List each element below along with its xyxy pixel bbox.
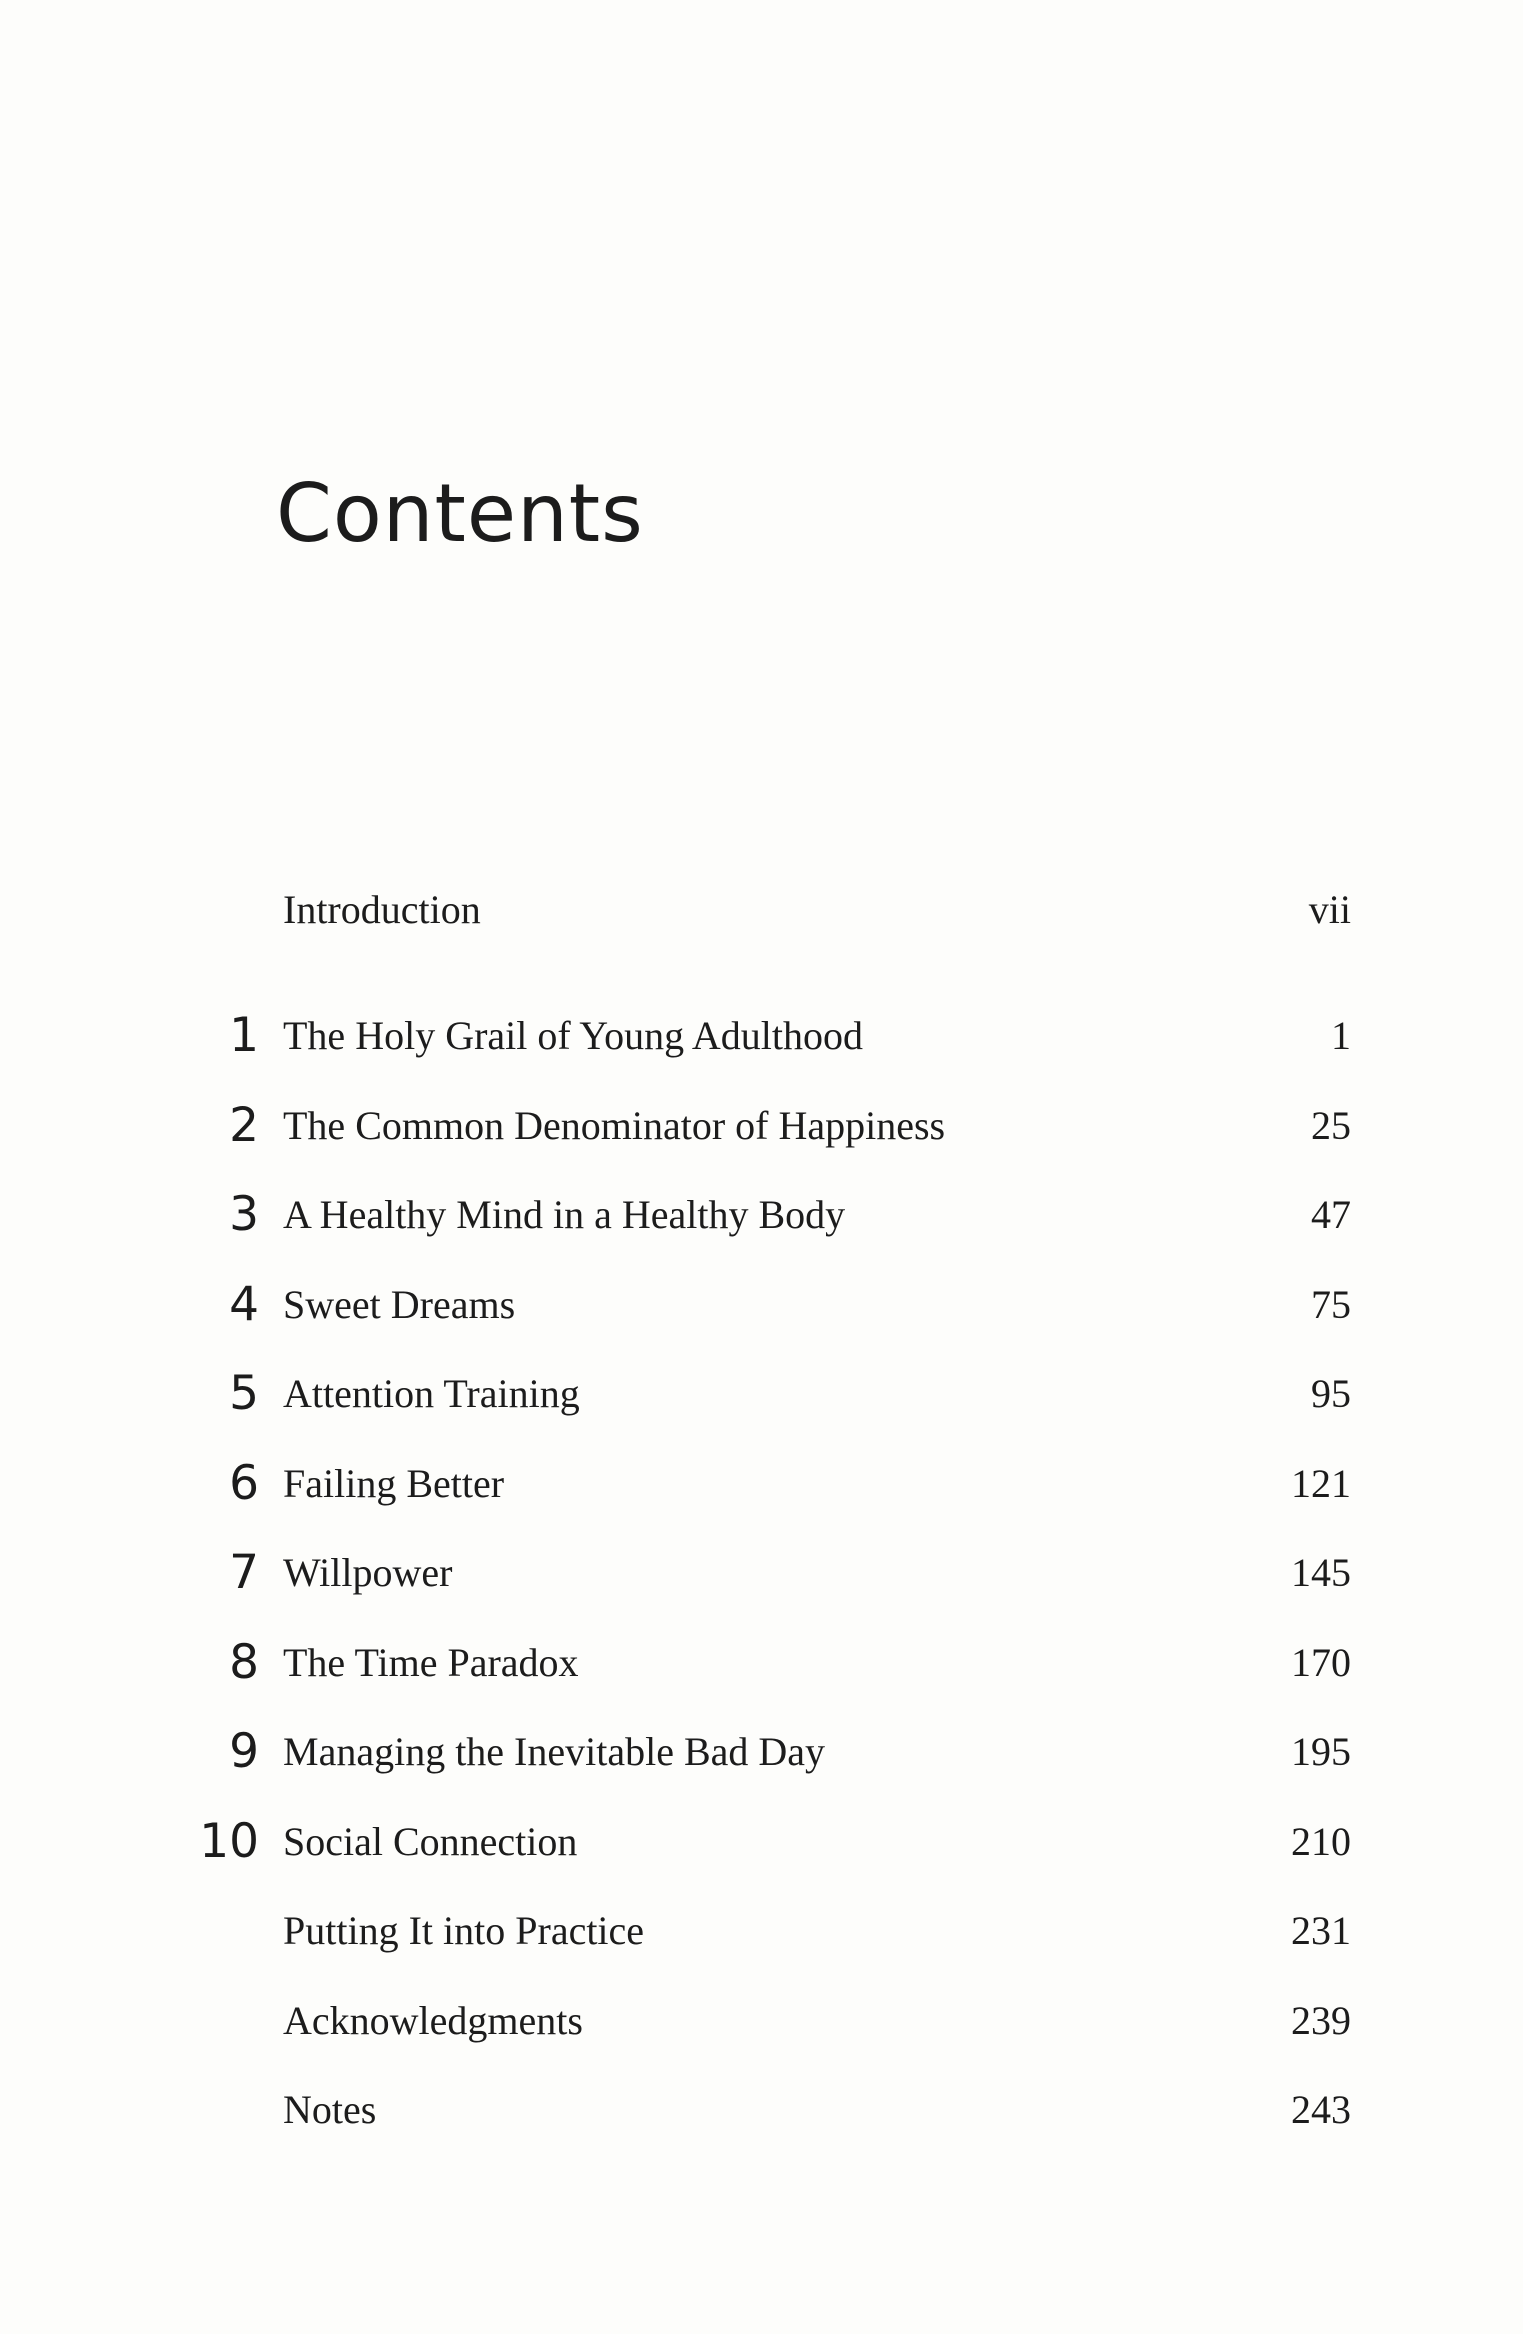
entry-title: Sweet Dreams	[283, 1282, 516, 1327]
entry-title: Willpower	[283, 1550, 453, 1595]
toc-entry-chapter-2	[0, 1096, 1523, 1156]
toc-entry-chapter-3	[0, 1185, 1523, 1245]
chapter-number: 10	[199, 1814, 259, 1869]
page-number: 121	[1291, 1461, 1351, 1506]
toc-entry-chapter-10	[0, 1812, 1523, 1872]
page-number: 231	[1291, 1908, 1351, 1953]
chapter-number: 8	[229, 1635, 259, 1690]
entry-title: Notes	[283, 2087, 377, 2132]
entry-title: Managing the Inevitable Bad Day	[283, 1729, 826, 1774]
entry-title: A Healthy Mind in a Healthy Body	[283, 1192, 846, 1237]
page-number: vii	[1308, 887, 1351, 932]
toc-entry-chapter-6	[0, 1454, 1523, 1514]
page-number: 145	[1291, 1550, 1351, 1595]
entry-title: Acknowledgments	[283, 1998, 583, 2043]
toc-entry-introduction	[0, 880, 1523, 940]
toc-entry-chapter-7	[0, 1543, 1523, 1603]
chapter-number: 3	[229, 1187, 259, 1242]
entry-title: Social Connection	[283, 1819, 578, 1864]
toc-entry-chapter-5	[0, 1364, 1523, 1424]
entry-title: Failing Better	[283, 1461, 505, 1506]
page-number: 95	[1311, 1371, 1351, 1416]
chapter-number: 4	[229, 1277, 259, 1332]
chapter-number: 1	[229, 1008, 259, 1063]
page-number: 25	[1311, 1103, 1351, 1148]
page-number: 47	[1311, 1192, 1351, 1237]
page-number: 1	[1331, 1013, 1351, 1058]
page-number: 195	[1291, 1729, 1351, 1774]
contents-heading: Contents	[276, 467, 644, 560]
page-number: 243	[1291, 2087, 1351, 2132]
entry-title: The Time Paradox	[283, 1640, 579, 1685]
page-number: 239	[1291, 1998, 1351, 2043]
toc-entry-acknowledgments	[0, 1991, 1523, 2051]
toc-entry-chapter-8	[0, 1633, 1523, 1693]
chapter-number: 2	[229, 1098, 259, 1153]
toc-entry-chapter-1	[0, 1006, 1523, 1066]
chapter-number: 6	[229, 1456, 259, 1511]
toc-entry-notes	[0, 2080, 1523, 2140]
toc-entry-chapter-9	[0, 1722, 1523, 1782]
page-number: 75	[1311, 1282, 1351, 1327]
page-number: 210	[1291, 1819, 1351, 1864]
page-number: 170	[1291, 1640, 1351, 1685]
entry-title: The Holy Grail of Young Adulthood	[283, 1013, 863, 1058]
chapter-number: 7	[229, 1545, 259, 1600]
toc-entry-chapter-4	[0, 1275, 1523, 1335]
entry-title: Introduction	[283, 887, 481, 932]
chapter-number: 9	[229, 1724, 259, 1779]
entry-title: Putting It into Practice	[283, 1908, 645, 1953]
chapter-number: 5	[229, 1366, 259, 1421]
entry-title: Attention Training	[283, 1371, 580, 1416]
toc-entry-putting-it-into-practice	[0, 1901, 1523, 1961]
entry-title: The Common Denominator of Happiness	[283, 1103, 946, 1148]
